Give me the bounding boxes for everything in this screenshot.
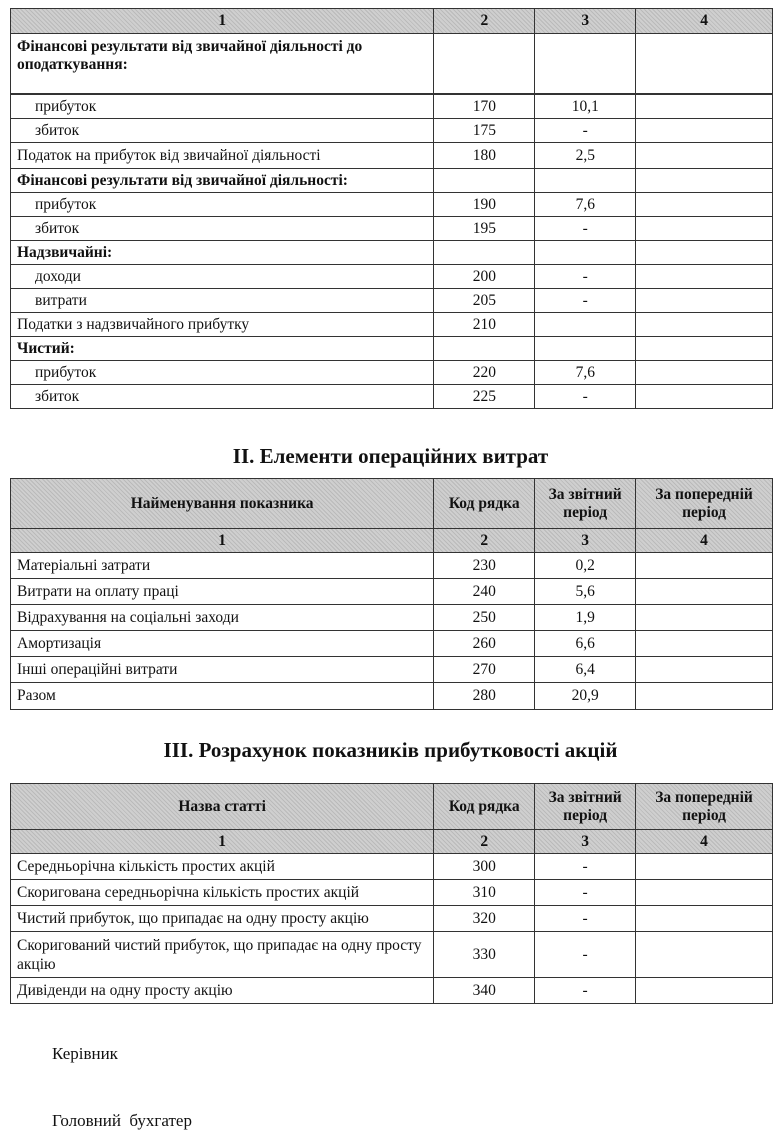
financial-results-table [10, 8, 773, 94]
row-current: - [535, 217, 636, 241]
row-previous [636, 361, 773, 385]
row-previous [636, 241, 773, 265]
row-code: 225 [434, 385, 535, 409]
row-label: Скоригована середньорічна кількість простих акцій [11, 880, 434, 906]
row-previous [636, 143, 773, 169]
row-label: збиток [11, 385, 434, 409]
row-label: доходи [11, 265, 434, 289]
row-previous [636, 683, 773, 710]
row-code [434, 337, 535, 361]
header-previous-period: За попередній період [636, 479, 773, 529]
row-label: Надзвичайні: [11, 241, 434, 265]
table-row [11, 932, 773, 978]
table-row [11, 265, 773, 289]
col-number-2: 2 [434, 830, 535, 854]
row-previous [636, 579, 773, 605]
col-number-1: 1 [11, 529, 434, 553]
row-previous [636, 34, 773, 94]
table-row [11, 880, 773, 906]
col-number-4: 4 [636, 9, 773, 34]
share-profitability-table [10, 783, 773, 1004]
table-row [11, 978, 773, 1004]
row-code: 300 [434, 854, 535, 880]
row-current: - [535, 880, 636, 906]
row-current: - [535, 854, 636, 880]
header-row [11, 479, 773, 529]
row-label: прибуток [11, 361, 434, 385]
col-number-1: 1 [11, 9, 434, 34]
row-previous [636, 289, 773, 313]
row-current: 7,6 [535, 361, 636, 385]
row-current: 5,6 [535, 579, 636, 605]
table-row [11, 241, 773, 265]
row-code: 180 [434, 143, 535, 169]
row-code: 195 [434, 217, 535, 241]
operating-costs-table [10, 478, 773, 710]
table-row [11, 579, 773, 605]
col-number-2: 2 [434, 9, 535, 34]
col-number-4: 4 [636, 529, 773, 553]
financial-results-table-body [10, 94, 773, 409]
row-code: 250 [434, 605, 535, 631]
row-label: Чистий: [11, 337, 434, 361]
table-row [11, 143, 773, 169]
col-number-4: 4 [636, 830, 773, 854]
row-label: Витрати на оплату праці [11, 579, 434, 605]
row-label: збиток [11, 217, 434, 241]
row-current: 20,9 [535, 683, 636, 710]
row-code: 240 [434, 579, 535, 605]
row-previous [636, 657, 773, 683]
col-number-3: 3 [535, 9, 636, 34]
row-label: Фінансові результати від звичайної діяльності до оподаткування: [11, 34, 434, 94]
row-current: 6,6 [535, 631, 636, 657]
row-previous [636, 906, 773, 932]
col-number-3: 3 [535, 830, 636, 854]
table-row [11, 313, 773, 337]
table-row [11, 337, 773, 361]
row-current: - [535, 289, 636, 313]
row-previous [636, 553, 773, 579]
header-item-name: Назва статті [11, 784, 434, 830]
row-current [535, 313, 636, 337]
row-current: - [535, 119, 636, 143]
row-previous [636, 193, 773, 217]
table-row [11, 169, 773, 193]
row-current: - [535, 932, 636, 978]
row-previous [636, 95, 773, 119]
row-current [535, 34, 636, 94]
table-row [11, 385, 773, 409]
row-label: збиток [11, 119, 434, 143]
row-label: Скоригований чистий прибуток, що припадає на одну просту акцію [11, 932, 434, 978]
section-title-share-profitability: III. Розрахунок показників прибутковості акцій [163, 738, 618, 762]
chief-accountant-signature-label: Головний бухгатер [52, 1111, 192, 1130]
row-code [434, 34, 535, 94]
row-label: Відрахування на соціальні заходи [11, 605, 434, 631]
header-current-period: За звітний період [535, 479, 636, 529]
row-label: Дивіденди на одну просту акцію [11, 978, 434, 1004]
row-code: 310 [434, 880, 535, 906]
row-label: Чистий прибуток, що припадає на одну просту акцію [11, 906, 434, 932]
row-label: Інші операційні витрати [11, 657, 434, 683]
table-row [11, 193, 773, 217]
row-current [535, 337, 636, 361]
row-label: прибуток [11, 95, 434, 119]
table-row [11, 289, 773, 313]
row-code: 270 [434, 657, 535, 683]
row-label: Разом [11, 683, 434, 710]
row-previous [636, 313, 773, 337]
row-current [535, 169, 636, 193]
row-code [434, 241, 535, 265]
row-current: 1,9 [535, 605, 636, 631]
row-current: - [535, 978, 636, 1004]
table-row [11, 854, 773, 880]
row-current: - [535, 385, 636, 409]
header-row-code: Код рядка [434, 784, 535, 830]
row-label: Середньорічна кількість простих акцій [11, 854, 434, 880]
row-current [535, 241, 636, 265]
table-row [11, 95, 773, 119]
row-label: Податки з надзвичайного прибутку [11, 313, 434, 337]
row-previous [636, 631, 773, 657]
director-signature-label: Керівник [52, 1044, 118, 1063]
row-code: 210 [434, 313, 535, 337]
row-previous [636, 854, 773, 880]
header-row-code: Код рядка [434, 479, 535, 529]
row-previous [636, 119, 773, 143]
row-previous [636, 169, 773, 193]
header-indicator-name: Найменування показника [11, 479, 434, 529]
row-label: Амортизація [11, 631, 434, 657]
header-current-period: За звітний період [535, 784, 636, 830]
row-code: 230 [434, 553, 535, 579]
row-code: 200 [434, 265, 535, 289]
row-current: 0,2 [535, 553, 636, 579]
column-number-row [11, 529, 773, 553]
row-current: 6,4 [535, 657, 636, 683]
col-number-3: 3 [535, 529, 636, 553]
table-row [11, 631, 773, 657]
row-code: 220 [434, 361, 535, 385]
row-code: 330 [434, 932, 535, 978]
row-previous [636, 932, 773, 978]
header-row [11, 784, 773, 830]
col-number-2: 2 [434, 529, 535, 553]
row-code: 205 [434, 289, 535, 313]
table-row [11, 34, 773, 94]
table-row [11, 657, 773, 683]
row-previous [636, 880, 773, 906]
table-row [11, 553, 773, 579]
row-label: прибуток [11, 193, 434, 217]
row-current: - [535, 265, 636, 289]
header-previous-period: За попередній період [636, 784, 773, 830]
row-code: 260 [434, 631, 535, 657]
table-row [11, 361, 773, 385]
row-label: Фінансові результати від звичайної діяльності: [11, 169, 434, 193]
row-previous [636, 217, 773, 241]
row-code [434, 169, 535, 193]
row-code: 340 [434, 978, 535, 1004]
row-code: 190 [434, 193, 535, 217]
row-previous [636, 605, 773, 631]
row-code: 280 [434, 683, 535, 710]
row-current: 10,1 [535, 95, 636, 119]
row-previous [636, 337, 773, 361]
col-number-1: 1 [11, 830, 434, 854]
section-title-operating-costs: II. Елементи операційних витрат [232, 444, 549, 468]
row-label: Матеріальні затрати [11, 553, 434, 579]
table-row [11, 217, 773, 241]
row-code: 175 [434, 119, 535, 143]
column-number-row [11, 9, 773, 34]
row-current: 7,6 [535, 193, 636, 217]
table-row [11, 906, 773, 932]
row-previous [636, 385, 773, 409]
row-current: - [535, 906, 636, 932]
table-row [11, 683, 773, 710]
row-previous [636, 978, 773, 1004]
row-label: Податок на прибуток від звичайної діяльності [11, 143, 434, 169]
row-label: витрати [11, 289, 434, 313]
row-previous [636, 265, 773, 289]
table-row [11, 119, 773, 143]
row-current: 2,5 [535, 143, 636, 169]
column-number-row [11, 830, 773, 854]
row-code: 320 [434, 906, 535, 932]
row-code: 170 [434, 95, 535, 119]
table-row [11, 605, 773, 631]
